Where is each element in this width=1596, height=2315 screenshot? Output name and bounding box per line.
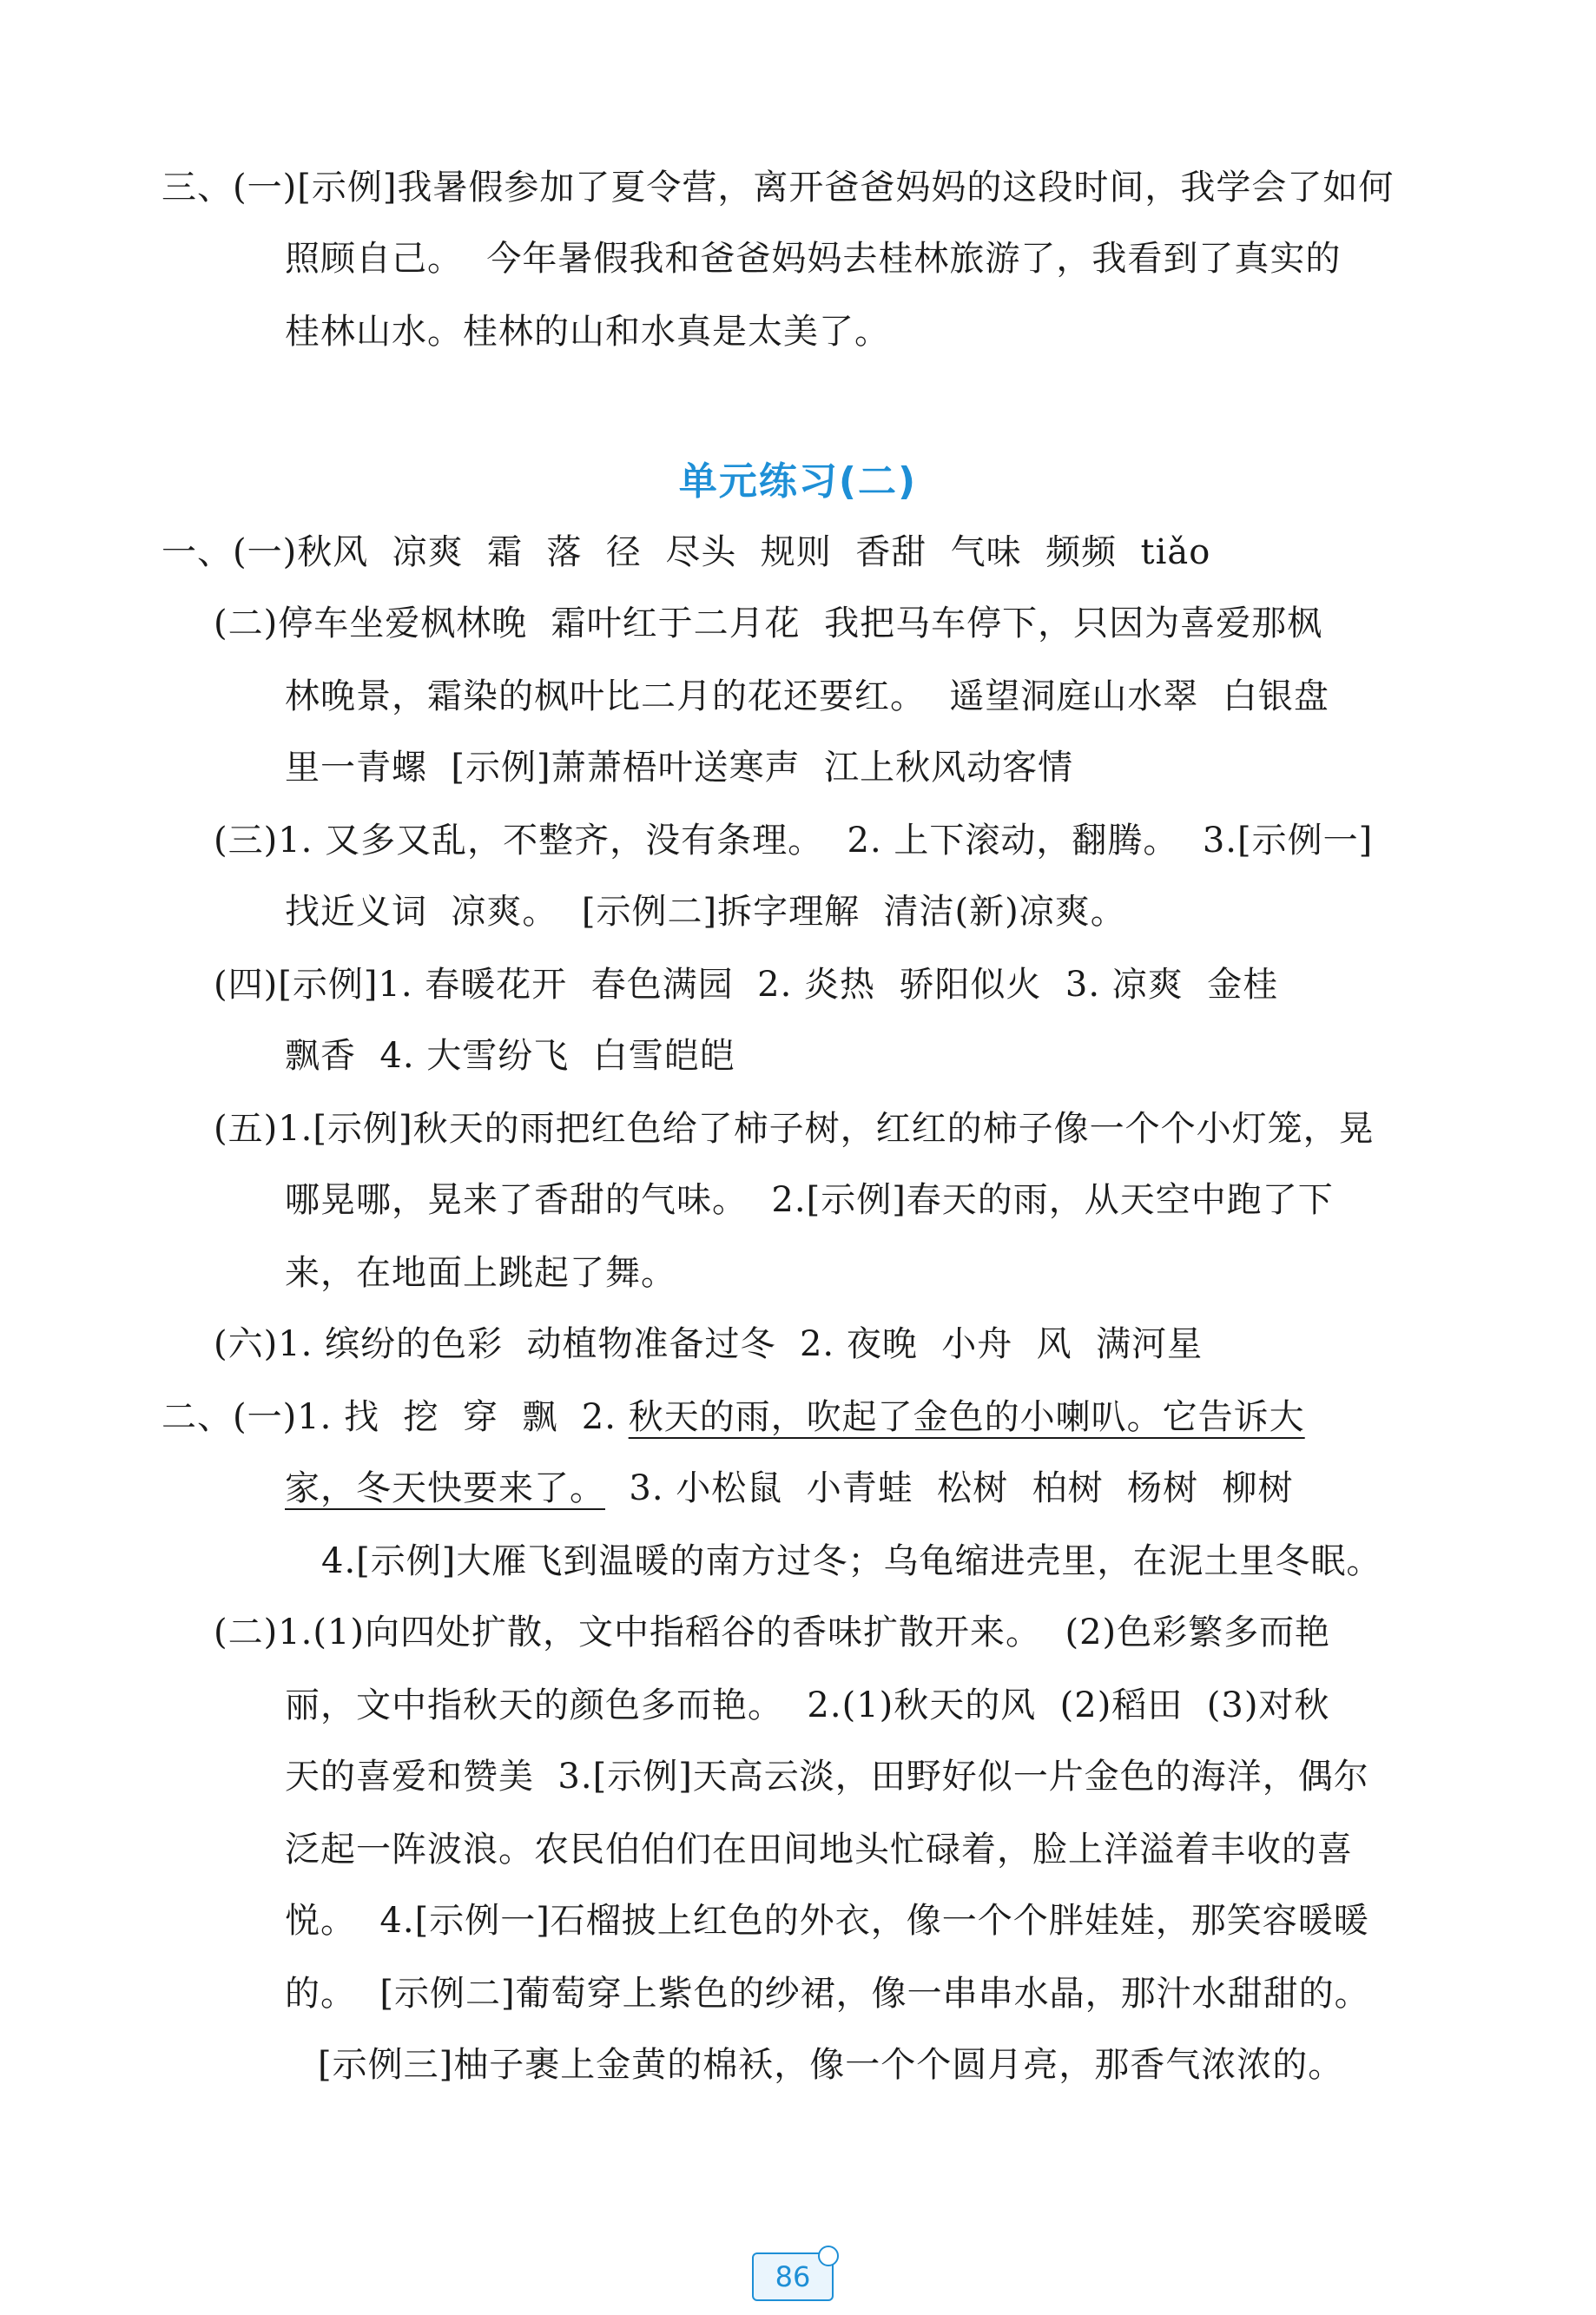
answer-line: 4.[示例]大雁飞到温暖的南方过冬；乌龟缩进壳里，在泥土里冬眠。 [321, 1541, 1382, 1581]
page-number-ornament [818, 2246, 839, 2266]
answer-line: (六)1. 缤纷的色彩 动植物准备过冬 2. 夜晚 小舟 风 满河星 [214, 1324, 1204, 1364]
answer-line: 林晚景，霜染的枫叶比二月的花还要红。 遥望洞庭山水翠 白银盘 [285, 676, 1329, 716]
underlined-answer: 家，冬天快要来了。 [285, 1468, 605, 1508]
answer-line: (二)1.(1)向四处扩散，文中指稻谷的香味扩散开来。 (2)色彩繁多而艳 [214, 1613, 1331, 1652]
answer-line [285, 1464, 1293, 1513]
answer-line: 哪晃哪，晃来了香甜的气味。 2.[示例]春天的雨，从天空中跑了下 [285, 1180, 1334, 1220]
answer-line: (二)停车坐爱枫林晚 霜叶红于二月花 我把马车停下，只因为喜爱那枫 [214, 603, 1323, 643]
answer-text: 二、(一)1. 找 挖 穿 飘 2. [162, 1397, 629, 1437]
page-number: 86 [752, 2252, 834, 2301]
answer-line: (四)[示例]1. 春暖花开 春色满园 2. 炎热 骄阳似火 3. 凉爽 金桂 [214, 965, 1279, 1005]
answer-line: (三)1. 又多又乱，不整齐，没有条理。 2. 上下滚动，翻腾。 3.[示例一] [214, 821, 1374, 861]
answer-line: 找近义词 凉爽。 [示例二]拆字理解 清洁(新)凉爽。 [285, 892, 1126, 932]
answer-text: 3. 小松鼠 小青蛙 松树 柏树 杨树 柳树 [605, 1468, 1294, 1508]
answer-line: 丽，文中指秋天的颜色多而艳。 2.(1)秋天的风 (2)稻田 (3)对秋 [285, 1685, 1330, 1725]
underlined-answer: 秋天的雨，吹起了金色的小喇叭。它告诉大 [628, 1397, 1305, 1437]
answer-line: 里一青螺 [示例]萧萧梧叶送寒声 江上秋风动客情 [285, 748, 1074, 788]
answer-line: 一、(一)秋风 凉爽 霜 落 径 尽头 规则 香甜 气味 频频 tiǎo [162, 532, 1211, 572]
answer-line: 桂林山水。桂林的山和水真是太美了。 [285, 312, 890, 352]
answer-line: [示例三]柚子裹上金黄的棉袄，像一个个圆月亮，那香气浓浓的。 [318, 2045, 1344, 2085]
answer-line: (五)1.[示例]秋天的雨把红色给了柿子树，红红的柿子像一个个小灯笼，晃 [214, 1109, 1375, 1149]
answer-line: 泛起一阵波浪。农民伯伯们在田间地头忙碌着，脸上洋溢着丰收的喜 [285, 1830, 1353, 1870]
answer-line: 三、(一)[示例]我暑假参加了夏令营，离开爸爸妈妈的这段时间，我学会了如何 [162, 168, 1395, 208]
answer-line [162, 1393, 1305, 1441]
answer-line: 来，在地面上跳起了舞。 [285, 1253, 676, 1293]
answer-line: 悦。 4.[示例一]石榴披上红色的外衣，像一个个胖娃娃，那笑容暖暖 [285, 1901, 1369, 1941]
answer-line: 飘香 4. 大雪纷飞 白雪皑皑 [285, 1036, 735, 1076]
answer-line: 天的喜爱和赞美 3.[示例]天高云淡，田野好似一片金色的海洋，偶尔 [285, 1757, 1369, 1797]
section-title: 单元练习(二) [678, 459, 918, 504]
answer-line: 的。 [示例二]葡萄穿上紫色的纱裙，像一串串水晶，那汁水甜甜的。 [285, 1974, 1370, 2014]
answer-line: 照顾自己。 今年暑假我和爸爸妈妈去桂林旅游了，我看到了真实的 [285, 239, 1342, 279]
